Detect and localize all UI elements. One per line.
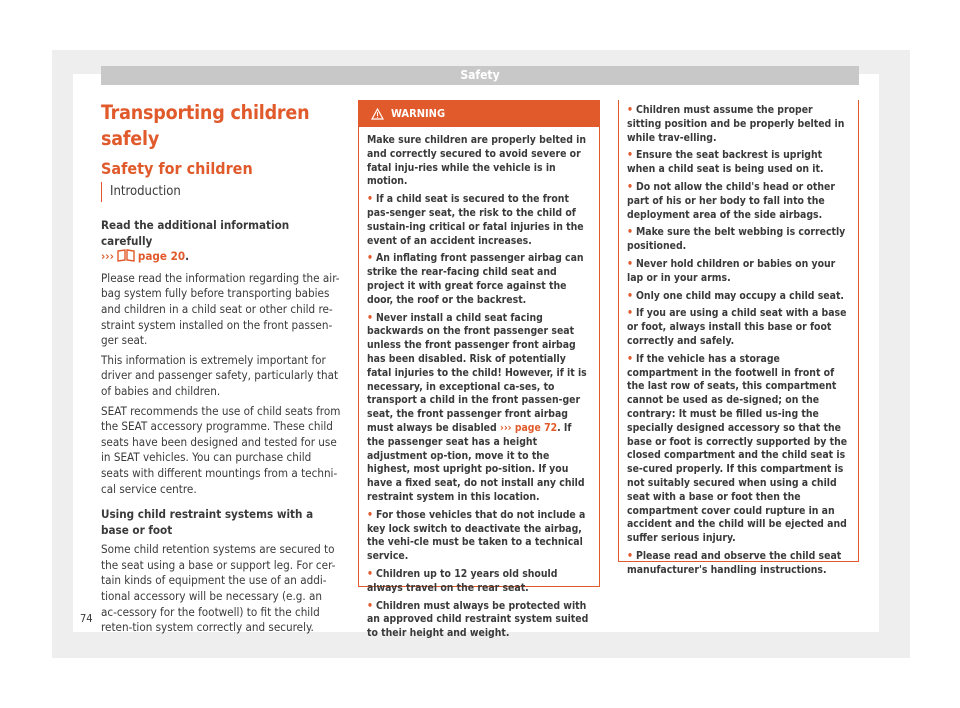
list-item [627, 104, 850, 145]
bullet-icon: • [627, 307, 633, 320]
warning-body [359, 127, 599, 641]
list-item [367, 568, 591, 596]
bullet-icon: • [367, 599, 373, 612]
read-suffix: . [185, 249, 190, 264]
list-item [367, 312, 591, 505]
list-item [627, 307, 850, 348]
warning-label: WARNING [391, 107, 446, 120]
bullet-icon: • [627, 352, 633, 365]
book-icon [117, 249, 135, 267]
list-item [367, 509, 591, 564]
list-item-text: Make sure the belt webbing is correctly positioned. [627, 226, 846, 253]
list-item [367, 252, 591, 307]
bullet-icon: • [627, 180, 633, 193]
warning-list [367, 193, 591, 641]
paragraph-airbag-info: Please read the information regarding the air-bag system fully before transporting babies and children in a child seat or other child re-straint system installed on the front passen-ger seat. [101, 270, 340, 348]
bullet-icon: • [367, 193, 373, 206]
bullet-icon: • [627, 549, 633, 562]
bullet-icon: • [367, 508, 373, 521]
warning-box [358, 100, 600, 640]
warning-intro: Make sure children are properly belted in and correctly secured to avoid severe or fatal inju-ries while the vehicle is in motion. [367, 134, 587, 188]
reference-arrows: ››› [499, 421, 512, 434]
list-item [627, 181, 850, 222]
list-item-text: Children up to 12 years old should always travel on the rear seat. [367, 567, 558, 594]
bullet-icon: • [627, 257, 633, 270]
list-item-text: If the vehicle has a storage compartment in the footwell in front of the last row of seats, this compartment cannot be used as de-signed; on the contrary: It must be filled us-ing the specially designed accessory so that the base or foot is correctly supported by the closed compartment and the child seat is se-cured properly. If this compartment is not suitably secured when using a child seat with a base or foot then the compartment cover could rupture in an accident and the child will be ejected and suffer serious injury. [627, 352, 848, 545]
bullet-icon: • [627, 289, 633, 302]
bullet-icon: • [627, 149, 633, 162]
warning-triangle-icon [371, 108, 384, 120]
intro-heading: Introduction [110, 184, 181, 199]
read-info-text: Read the additional information carefully [101, 218, 290, 248]
list-item-text: Children must always be protected with an approved child restraint system suited to their height and weight. [367, 599, 589, 640]
page-reference-link[interactable]: page 72 [514, 421, 558, 434]
bullet-icon: • [627, 104, 633, 116]
list-item [627, 550, 850, 578]
list-item-text: If a child seat is secured to the front pas-senger seat, the risk to the child of sustain-ing critical or fatal injuries in the event of an accident increases. [367, 193, 584, 247]
bullet-icon: • [367, 252, 373, 265]
intro-heading-wrap [101, 182, 341, 202]
left-column [101, 100, 341, 640]
bullet-icon: • [367, 311, 373, 324]
bullet-icon: • [627, 226, 633, 239]
list-item-text: . If the passenger seat has a height adjustment op-tion, move it to the highest, most upright po-sition. If you have a fixed seat, do not install any child restraint system in this location. [367, 421, 585, 503]
list-item [627, 149, 850, 177]
page-reference-link[interactable]: page 20 [137, 249, 186, 264]
list-item-text: Children must assume the proper sitting position and be properly belted in while trav-elling. [627, 104, 845, 144]
list-item [627, 226, 850, 254]
list-item-text: An inflating front passenger airbag can strike the rear-facing child seat and project it with great force against the door, the roof or the backrest. [367, 252, 584, 306]
warning-box-continued [618, 100, 859, 576]
bullet-icon: • [367, 567, 373, 580]
section-subtitle: Safety for children [101, 159, 253, 178]
list-item [627, 353, 850, 546]
list-item-text: Never install a child seat facing backwards on the front passenger seat unless the front passenger front airbag has been disabled. Risk of potentially fatal injuries to the child! However, if it is necessary, in exceptional ca-ses, to transport a child in the front passen-ger seat, the front passenger front airbag must always be disabled [367, 311, 587, 434]
page-number: 74 [80, 612, 93, 625]
section-header: Safety [101, 66, 859, 85]
list-item [367, 193, 591, 248]
list-item-text: Never hold children or babies on your lap or in your arms. [627, 257, 836, 284]
list-item [627, 290, 850, 304]
read-info-line [101, 218, 341, 267]
list-item [627, 258, 850, 286]
warning-continued-body [619, 100, 858, 578]
list-item-text: Ensure the seat backrest is upright when a child seat is being used on it. [627, 149, 824, 176]
reference-arrows: ››› [101, 249, 114, 264]
list-item-text: If you are using a child seat with a base or foot, always install this base or foot correctly and safely. [627, 307, 847, 347]
warning-header [359, 101, 599, 127]
paragraph-importance: This information is extremely important for driver and passenger safety, particularly that of babies and children. [101, 352, 339, 398]
paragraph-seat-recommends: SEAT recommends the use of child seats from the SEAT accessory programme. These child seats have been designed and tested for use in SEAT vehicles. You can purchase child seats with different mountings from a techni-cal service centre. [101, 403, 341, 496]
subheading-base-or-foot: Using child restraint systems with a base or foot [101, 507, 314, 537]
list-item-text: Please read and observe the child seat manufacturer's handling instructions. [627, 549, 842, 576]
list-item [367, 600, 591, 641]
list-item-text: Only one child may occupy a child seat. [635, 289, 844, 302]
list-item-text: For those vehicles that do not include a key lock switch to deactivate the airbag, the vehi-cle must be taken to a technical service. [367, 508, 586, 563]
list-item-text: Do not allow the child's head or other part of his or her body to fall into the deployment area of the side airbags. [627, 180, 835, 221]
page-title: Transporting children safely [101, 101, 310, 150]
warning-continued-list [627, 104, 850, 578]
paragraph-base-support: Some child retention systems are secured to the seat using a base or support leg. For cer-tain kinds of equipment the use of an addi-tional accessory will be necessary (e.g. an ac-cessory for the footwell) to fit the child reten-tion system correctly and securely. [101, 542, 336, 635]
